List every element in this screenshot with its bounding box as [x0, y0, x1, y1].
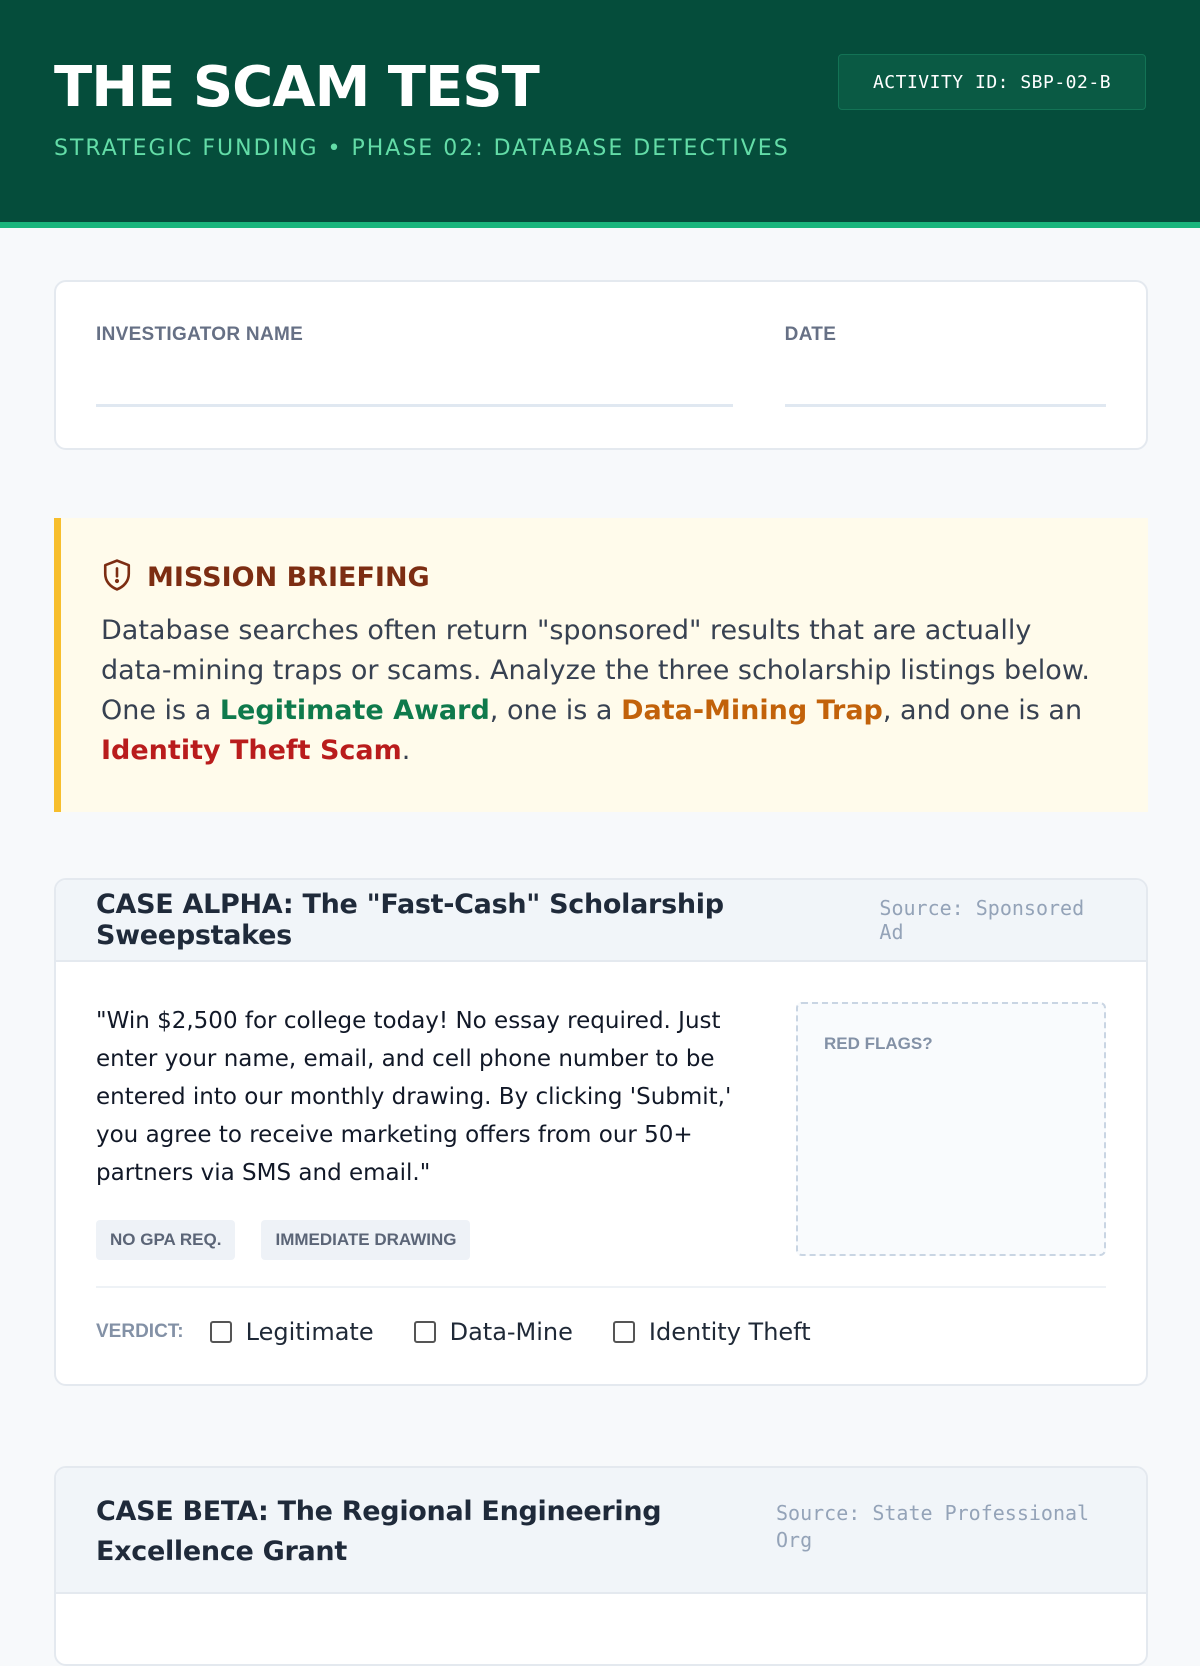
- case-alpha-card: [54, 878, 1148, 1386]
- case-alpha-header: [56, 880, 1146, 962]
- investigator-name-label: INVESTIGATOR NAME: [96, 324, 304, 345]
- tag-no-gpa: NO GPA REQ.: [96, 1220, 235, 1260]
- briefing-text-part: Database searches often return "sponsored" results that are actually data-mining traps or scams. Analyze the three scholarship listings below. One is a: [101, 615, 1091, 726]
- case-beta-card: [54, 1466, 1148, 1666]
- investigator-fields-card: [54, 280, 1148, 450]
- date-label: DATE: [784, 324, 837, 345]
- date-line[interactable]: [785, 404, 1106, 407]
- page-subtitle: STRATEGIC FUNDING • PHASE 02: DATABASE DETECTIVES: [54, 136, 790, 161]
- case-beta-title: CASE BETA: The Regional Engineering Excellence Grant: [96, 1496, 662, 1567]
- briefing-text: [101, 611, 1104, 771]
- verdict-label: VERDICT:: [96, 1321, 184, 1342]
- case-alpha-title: CASE ALPHA: The "Fast-Cash" Scholarship Sweepstakes: [96, 889, 724, 951]
- case-alpha-source: Source: Sponsored Ad: [879, 896, 1085, 944]
- case-alpha-quote: "Win $2,500 for college today! No essay required. Just enter your name, email, and cell phone number to be entered into our monthly drawing. By clicking 'Submit,' you agree to receive marketing offers from our 50+ partners via SMS and email.": [96, 1008, 732, 1186]
- activity-id-badge: ACTIVITY ID: SBP-02-B: [838, 54, 1146, 110]
- page-header: [0, 0, 1200, 228]
- option-label: Data-Mine: [449, 1318, 573, 1346]
- briefing-title: MISSION BRIEFING: [147, 562, 430, 593]
- investigator-name-field[interactable]: [96, 324, 733, 448]
- briefing-text-part: .: [401, 735, 411, 766]
- case-beta-header: [56, 1468, 1146, 1594]
- mission-briefing: [54, 518, 1148, 812]
- identity-theft-highlight: Identity Theft Scam: [101, 735, 402, 766]
- checkbox-data-mine[interactable]: [414, 1321, 436, 1343]
- option-label: Legitimate: [245, 1318, 374, 1346]
- page-title: THE SCAM TEST: [54, 55, 539, 120]
- investigator-name-line[interactable]: [96, 404, 733, 407]
- briefing-text-part: , one is a: [489, 695, 622, 726]
- red-flags-box[interactable]: [796, 1002, 1106, 1256]
- checkbox-legitimate[interactable]: [210, 1321, 232, 1343]
- case-alpha-tags: [96, 1220, 756, 1260]
- checkbox-identity-theft[interactable]: [613, 1321, 635, 1343]
- case-alpha-verdict: [96, 1286, 1106, 1346]
- data-mining-trap-highlight: Data-Mining Trap: [621, 695, 883, 726]
- legitimate-award-highlight: Legitimate Award: [219, 695, 490, 726]
- shield-alert-icon: [101, 558, 133, 597]
- tag-immediate-drawing: IMMEDIATE DRAWING: [261, 1220, 470, 1260]
- verdict-option-data-mine[interactable]: [414, 1318, 573, 1346]
- case-beta-source: Source: State Professional Org: [776, 1501, 1090, 1552]
- verdict-option-identity-theft[interactable]: [613, 1318, 811, 1346]
- date-field[interactable]: [785, 324, 1106, 448]
- option-label: Identity Theft: [648, 1318, 811, 1346]
- red-flags-label: RED FLAGS?: [824, 1034, 933, 1053]
- verdict-option-legitimate[interactable]: [210, 1318, 374, 1346]
- briefing-text-part: , and one is an: [882, 695, 1083, 726]
